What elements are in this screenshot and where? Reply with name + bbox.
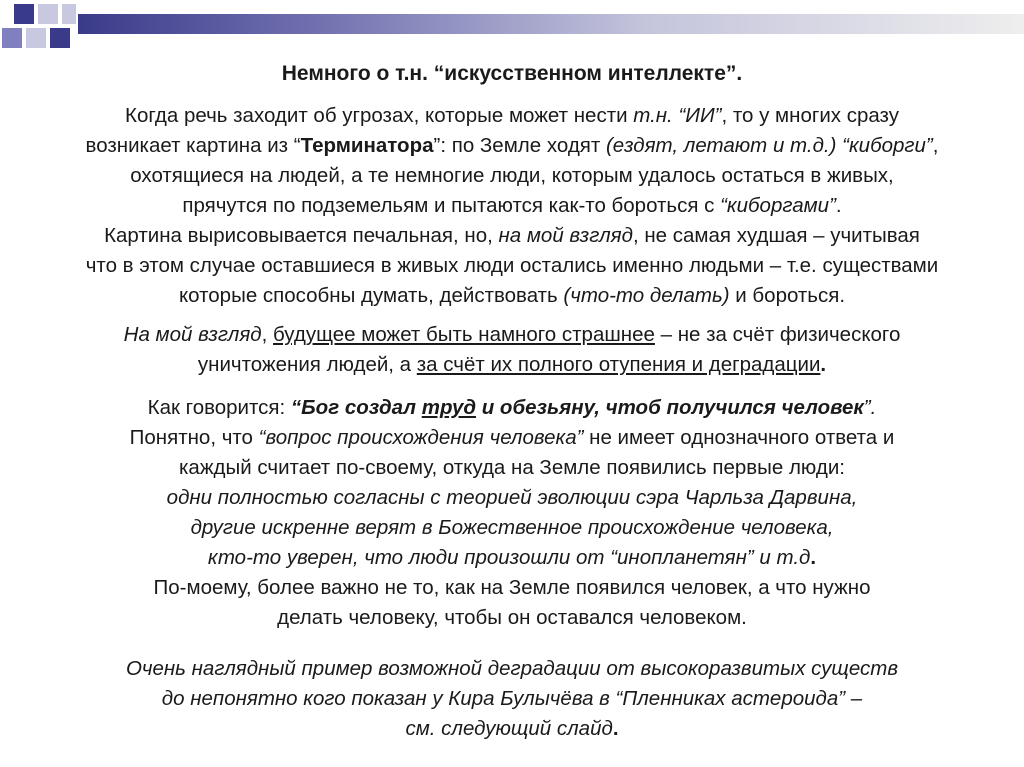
text-line: уничтожения людей, а за счёт их полного отупения и деградации. (197, 353, 827, 376)
text-line: делать человеку, чтобы он оставался человеком. (277, 606, 747, 629)
text-line: Картина вырисовывается печальная, но, на мой взгляд, не самая худшая – учитывая (104, 224, 920, 247)
square-light (38, 4, 58, 24)
paragraph-4 (20, 654, 1004, 744)
slide-title: Немного о т.н. “искусственном интеллекте”. (281, 62, 743, 85)
paragraph-1 (20, 101, 1004, 311)
square-mid (2, 28, 22, 48)
text-line: до непонятно кого показан у Кира Булычёва в “Пленниках астероида” – (161, 687, 863, 710)
paragraph-2 (20, 320, 1004, 380)
text-line: Понятно, что “вопрос происхождения человека” не имеет однозначного ответа и (129, 426, 895, 449)
text-line: На мой взгляд, будущее может быть намного страшнее – не за счёт физического (123, 323, 901, 346)
text-line: Очень наглядный пример возможной деградации от высокоразвитых существ (125, 657, 899, 680)
text-line: которые способны думать, действовать (что-то делать) и бороться. (178, 284, 846, 307)
header-gradient-bar (78, 14, 1024, 34)
text-line: см. следующий слайд. (405, 717, 619, 740)
text-line: кто-то уверен, что люди произошли от “инопланетян” и т.д. (207, 546, 817, 569)
square-dark (50, 28, 70, 48)
square-light (62, 4, 76, 24)
text-line: Как говорится: “Бог создал труд и обезьяну, чтоб получился человек”. (147, 396, 877, 419)
text-line: другие искренне верят в Божественное происхождение человека, (190, 516, 834, 539)
square-dark (14, 4, 34, 24)
text-line: прячутся по подземельям и пытаются как-то бороться с “киборгами”. (182, 194, 842, 217)
text-line: По-моему, более важно не то, как на Земле появился человек, а что нужно (153, 576, 871, 599)
text-line: возникает картина из “Терминатора”: по Земле ходят (ездят, летают и т.д.) “киборги”, (85, 134, 939, 157)
text-line: Когда речь заходит об угрозах, которые может нести т.н. “ИИ”, то у многих сразу (125, 104, 899, 127)
text-line: охотящиеся на людей, а те немногие люди, которым удалось остаться в живых, (130, 164, 894, 187)
square-light (26, 28, 46, 48)
text-line: одни полностью согласны с теорией эволюции сэра Чарльза Дарвина, (166, 486, 858, 509)
text-line: каждый считает по-своему, откуда на Земле появились первые люди: (179, 456, 845, 479)
decorative-squares (0, 0, 80, 60)
paragraph-3 (20, 393, 1004, 633)
text-line: что в этом случае оставшиеся в живых люди остались именно людьми – т.е. существами (85, 254, 939, 277)
